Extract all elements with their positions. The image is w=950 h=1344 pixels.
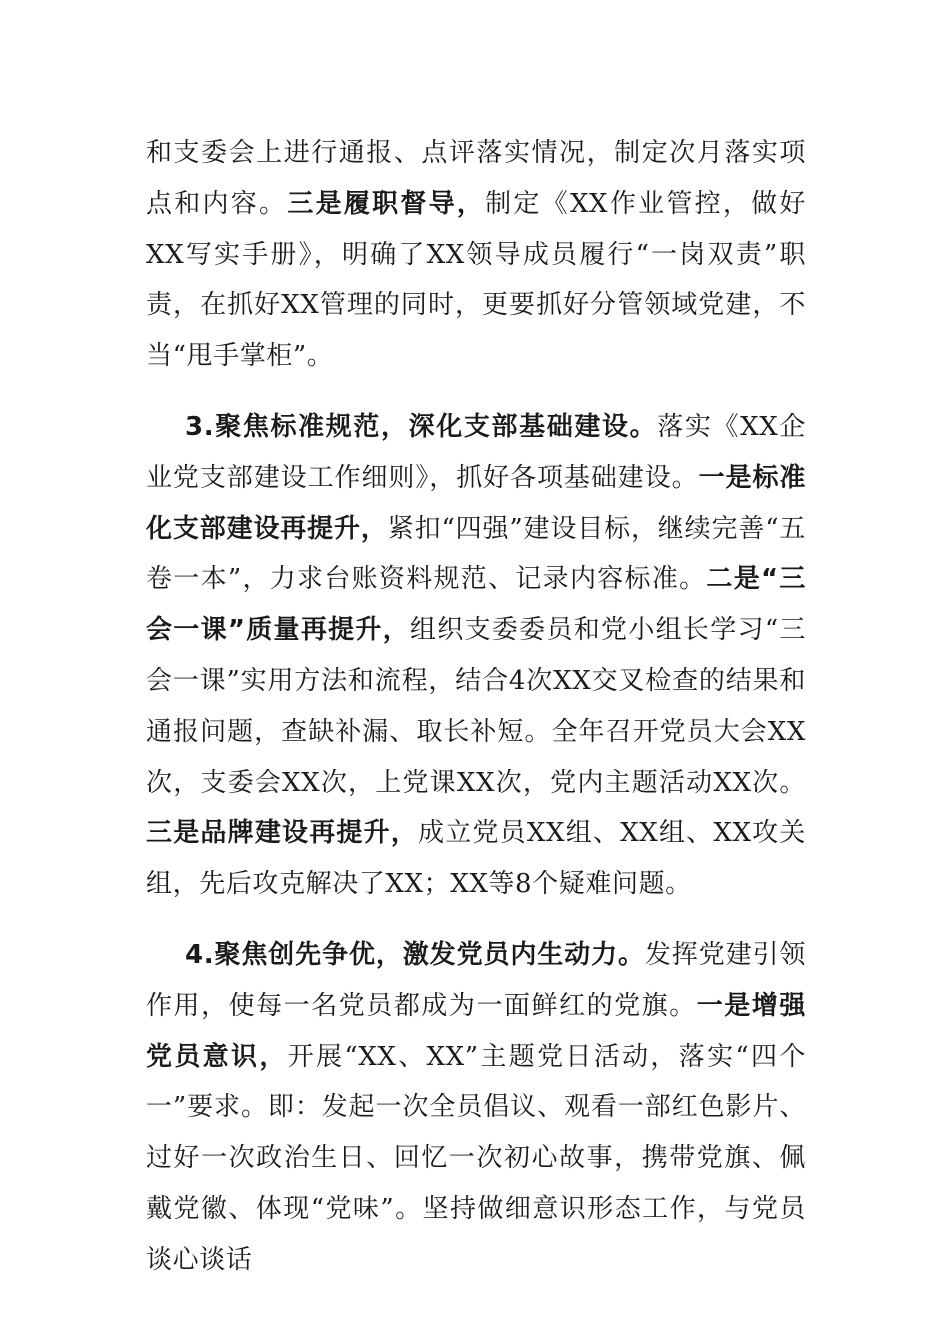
text-segment: 成立党员XX组、XX组、XX攻关组，先后攻克解决了XX；XX等8个疑难问题。	[146, 818, 806, 900]
text-segment: 开展“XX、XX”主题党日活动，落实“四个一”要求。即：发起一次全员倡议、观看一部红色影片、过好一次政治生日、回忆一次初心故事，携带党旗、佩戴党徽、体现“党味”。坚持做细意识形态工作，与党员谈心谈话	[146, 1041, 806, 1275]
text-segment: 制定《XX作业管控，做好XX写实手册》，明确了XX领导成员履行“一岗双责”职责，在抓好XX管理的同时，更要抓好分管领域党建，不当“甩手掌柜”。	[146, 188, 806, 372]
section-number: 3.	[185, 411, 215, 442]
section-heading: 聚焦标准规范，深化支部基础建设。	[214, 411, 658, 442]
text-segment: 组织支委委员和党小组长学习“三会一课”实用方法和流程，结合4次XX交叉检查的结果和通报问题，查缺补漏、取长补短。全年召开党员大会XX次，支委会XX次，上党课XX次，党内主题活动XX次。	[146, 615, 806, 798]
bold-phrase: 一是增强党员意识，	[146, 990, 806, 1072]
paragraph-1	[146, 128, 806, 382]
text-segment: 发挥党建引领作用，使每一名党员都成为一面鲜红的党旗。	[146, 939, 806, 1021]
paragraph-3	[146, 930, 806, 1286]
paragraph-2	[146, 402, 806, 910]
bold-phrase: 二是“三会一课”质量再提升，	[146, 564, 806, 646]
bold-phrase: 一是标准化支部建设再提升，	[146, 462, 806, 544]
bold-phrase: 三是品牌建设再提升，	[146, 818, 419, 849]
document-page	[146, 128, 806, 1286]
section-heading: 聚焦创先争优，激发党员内生动力。	[214, 939, 645, 970]
text-segment: 紧扣“四强”建设目标，继续完善“五卷一本”，力求台账资料规范、记录内容标准。	[146, 513, 806, 595]
text-segment: 和支委会上进行通报、点评落实情况，制定次月落实项点和内容。	[146, 138, 806, 219]
text-segment: 落实《XX企业党支部建设工作细则》，抓好各项基础建设。	[146, 411, 806, 493]
section-number: 4.	[185, 939, 215, 970]
bold-phrase: 三是履职督导，	[287, 188, 486, 219]
